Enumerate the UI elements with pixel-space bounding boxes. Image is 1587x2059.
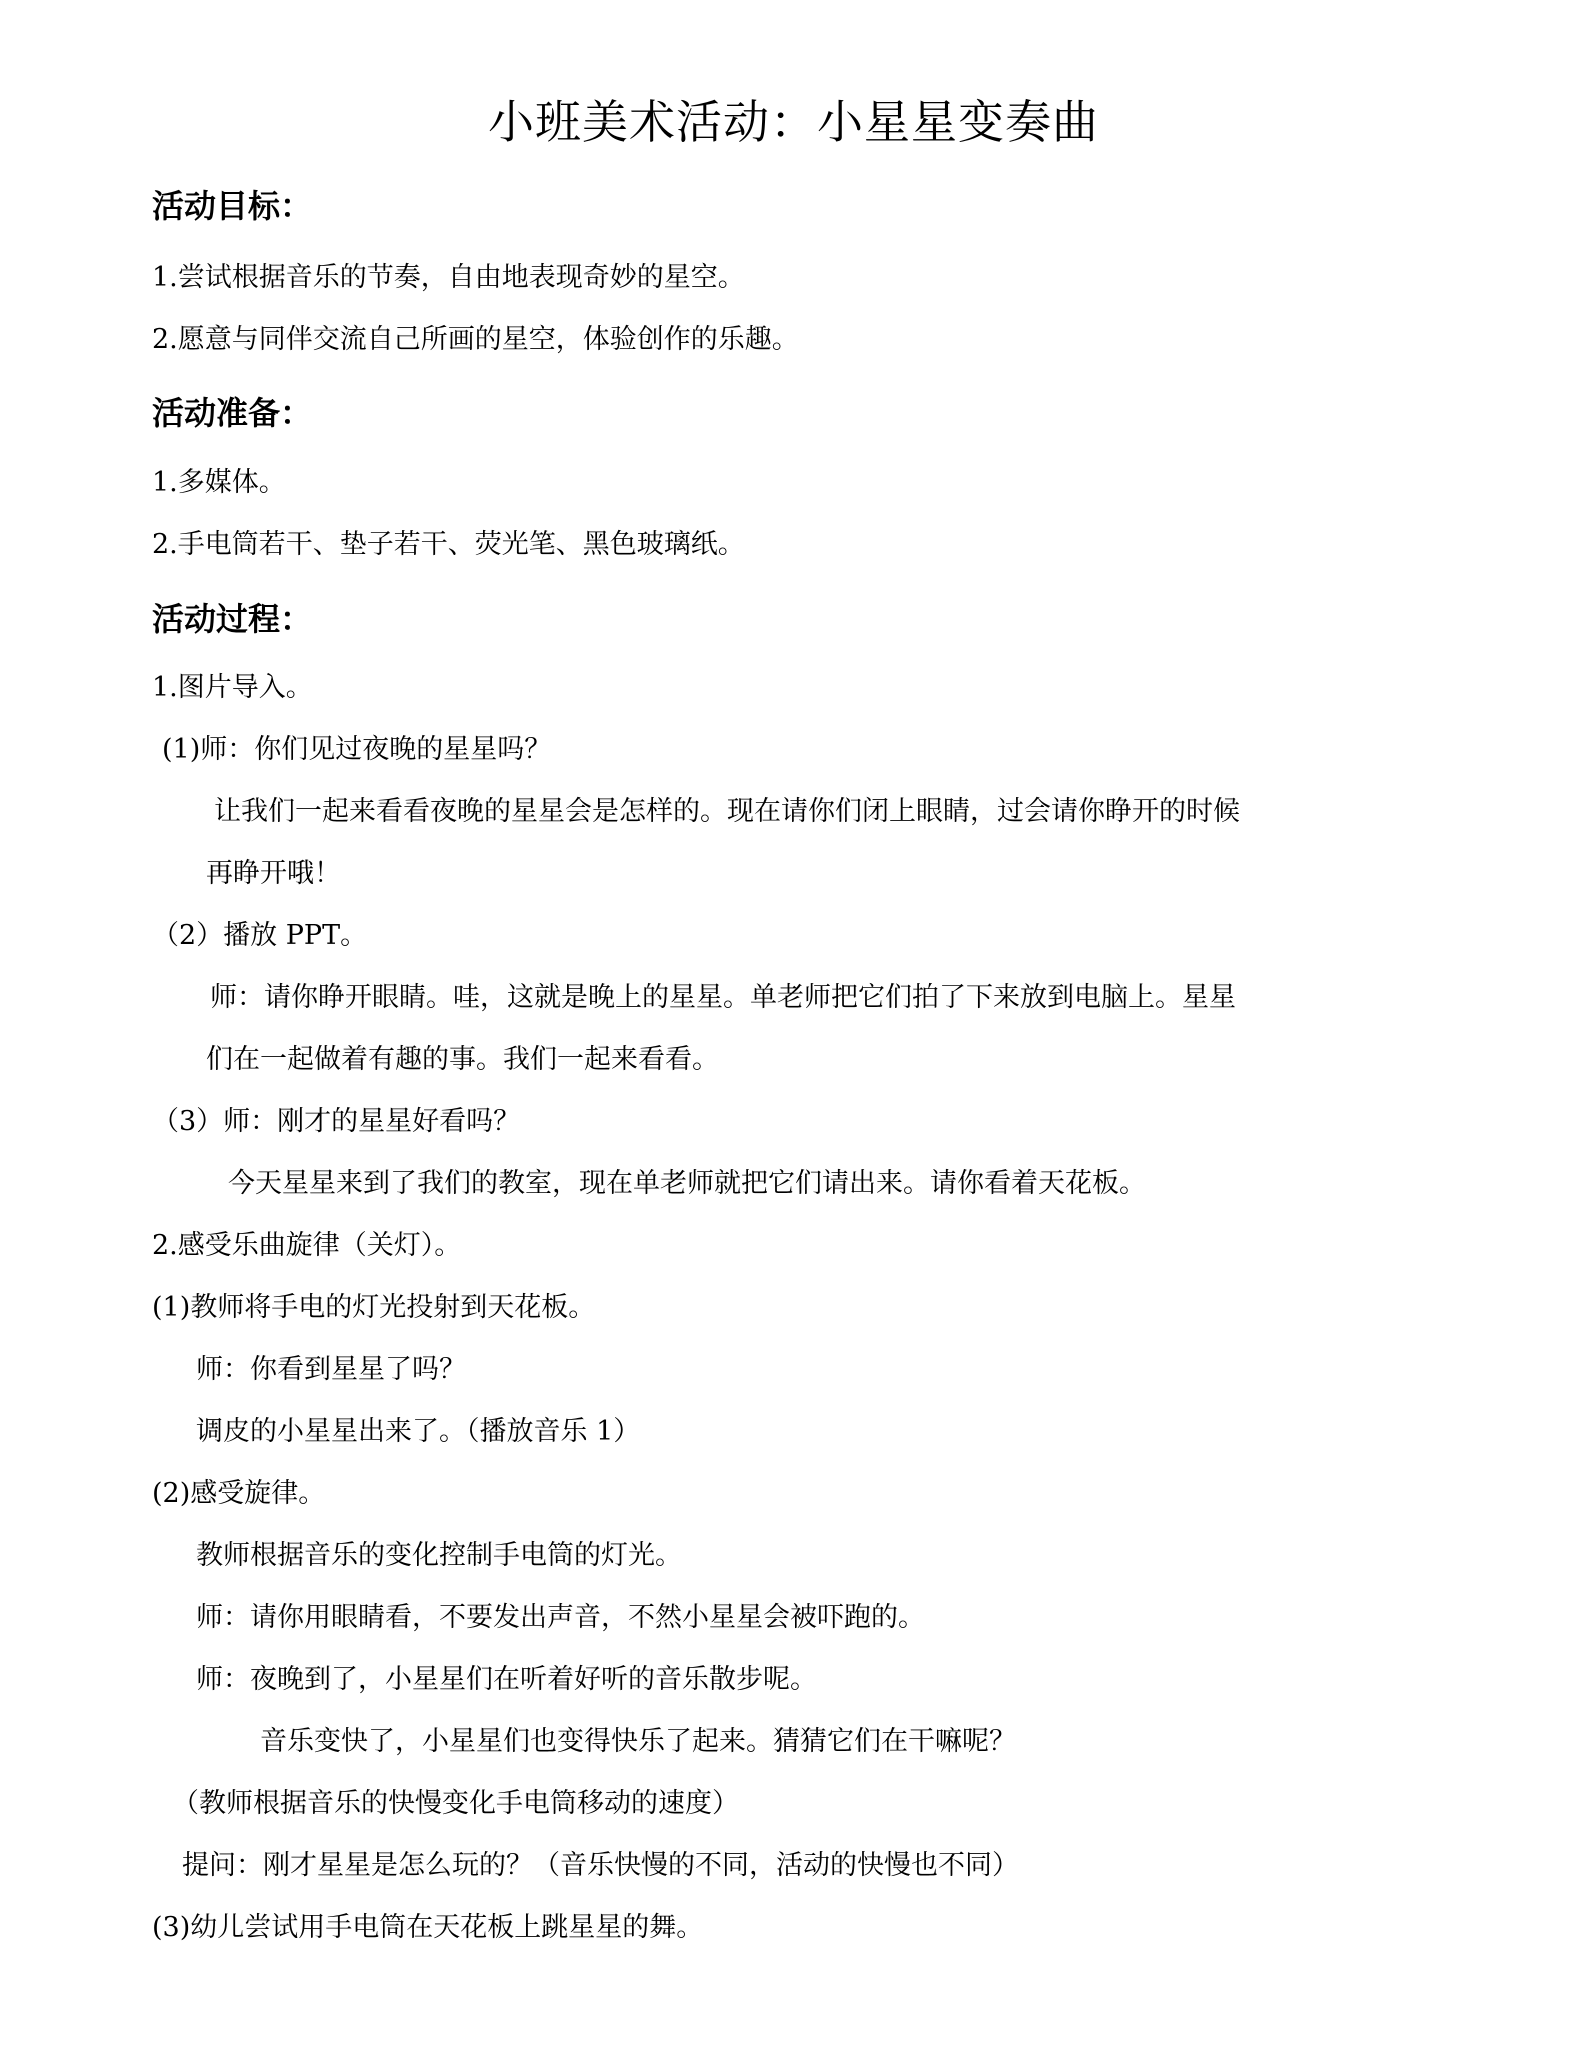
- process-line: (1)师：你们见过夜晚的星星吗？: [162, 734, 552, 765]
- process-line: 音乐变快了，小星星们也变得快乐了起来。猜猜它们在干嘛呢？: [260, 1726, 1016, 1757]
- goal-item-2: 2.愿意与同伴交流自己所画的星空，体验创作的乐趣。: [152, 324, 799, 355]
- process-line: (2)感受旋律。: [152, 1478, 326, 1509]
- process-line: 教师根据音乐的变化控制手电筒的灯光。: [196, 1540, 682, 1571]
- process-line: (3)幼儿尝试用手电筒在天花板上跳星星的舞。: [152, 1912, 704, 1943]
- process-line: 师：夜晚到了，小星星们在听着好听的音乐散步呢。: [196, 1664, 817, 1695]
- section-heading-preparation: 活动准备：: [152, 394, 313, 432]
- process-line: 再睁开哦！: [206, 858, 341, 889]
- process-line: （3）师：刚才的星星好看吗？: [152, 1106, 521, 1137]
- process-line: 调皮的小星星出来了。（播放音乐 1）: [196, 1416, 641, 1447]
- process-line: 今天星星来到了我们的教室，现在单老师就把它们请出来。请你看着天花板。: [228, 1168, 1146, 1199]
- process-line: (1)教师将手电的灯光投射到天花板。: [152, 1292, 596, 1323]
- document-title: 小班美术活动：小星星变奏曲: [488, 95, 1099, 149]
- section-heading-process: 活动过程：: [152, 600, 313, 638]
- process-line: 提问：刚才星星是怎么玩的？（音乐快慢的不同，活动的快慢也不同）: [182, 1850, 1019, 1881]
- process-line: 让我们一起来看看夜晚的星星会是怎样的。现在请你们闭上眼睛，过会请你睁开的时候: [214, 796, 1240, 827]
- process-line: （教师根据音乐的快慢变化手电筒移动的速度）: [172, 1788, 739, 1819]
- process-line: 师：请你用眼睛看，不要发出声音，不然小星星会被吓跑的。: [196, 1602, 925, 1633]
- goal-item-1: 1.尝试根据音乐的节奏，自由地表现奇妙的星空。: [152, 262, 745, 293]
- preparation-item-1: 1.多媒体。: [152, 467, 286, 498]
- process-line: 1.图片导入。: [152, 672, 313, 703]
- process-line: 们在一起做着有趣的事。我们一起来看看。: [206, 1044, 719, 1075]
- process-line: （2）播放 PPT。: [152, 920, 368, 951]
- preparation-item-2: 2.手电筒若干、垫子若干、荧光笔、黑色玻璃纸。: [152, 529, 745, 560]
- process-line: 2.感受乐曲旋律（关灯）。: [152, 1230, 462, 1261]
- section-heading-goals: 活动目标：: [152, 187, 313, 225]
- process-line: 师：请你睁开眼睛。哇，这就是晚上的星星。单老师把它们拍了下来放到电脑上。星星: [210, 982, 1236, 1013]
- process-line: 师：你看到星星了吗？: [196, 1354, 466, 1385]
